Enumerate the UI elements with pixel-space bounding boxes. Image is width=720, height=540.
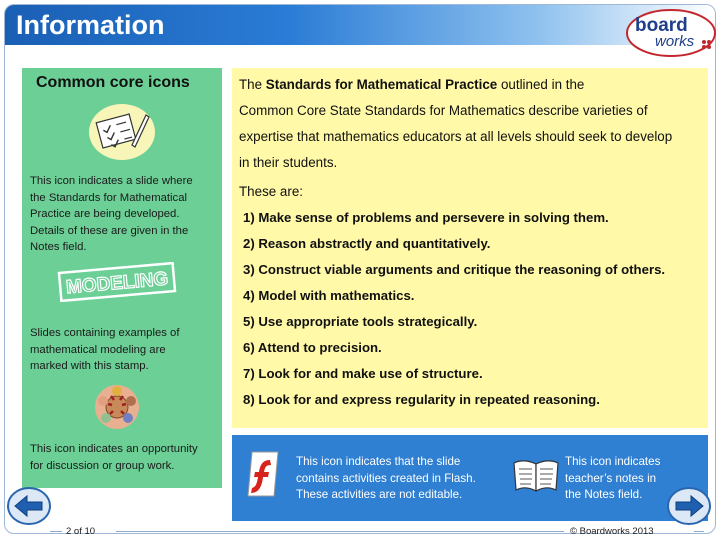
logo-word-bottom: works: [655, 33, 695, 50]
logo-word-top: board: [635, 15, 688, 36]
page-counter: 2 of 10: [66, 526, 96, 537]
practice-icon-description: [30, 173, 215, 256]
practice-item: 3) Construct viable arguments and critique the reasoning of others.: [243, 262, 666, 277]
modeling-stamp-text: MODELING: [65, 268, 170, 299]
flash-line: contains activities created in Flash.: [296, 471, 476, 485]
practice-item: 2) Reason abstractly and quantitatively.: [243, 236, 491, 251]
modeling-line: marked with this stamp.: [30, 360, 149, 372]
standards-intro-line: expertise that mathematics educators at all levels should seek to develop: [239, 129, 673, 144]
practice-item: 8) Look for and express regularity in repeated reasoning.: [243, 392, 600, 407]
practice-item: 1) Make sense of problems and persevere in solving them.: [243, 210, 609, 225]
footer-rule: [116, 531, 564, 532]
modeling-line: mathematical modeling are: [30, 343, 166, 356]
notes-line: the Notes field.: [565, 488, 643, 501]
these-are-label: These are:: [239, 184, 304, 199]
next-slide-button[interactable]: [667, 486, 711, 526]
notes-icon-description: [565, 454, 660, 504]
notes-line: This icon indicates: [565, 455, 661, 468]
flash-line: These activities are not editable.: [296, 488, 463, 501]
intro-suffix: outlined in the: [497, 77, 585, 92]
discussion-description: [30, 441, 215, 474]
page-title: Information: [16, 10, 165, 40]
copyright: © Boardworks 2013: [570, 526, 654, 537]
practice-line: This icon indicates a slide where: [30, 175, 193, 187]
boardworks-logo: [625, 8, 717, 58]
flash-icon: [244, 450, 284, 498]
practice-line: Details of these are given in the: [30, 224, 189, 237]
footer-rule: [50, 531, 62, 532]
practice-checklist-icon: [88, 103, 156, 161]
common-core-heading: Common core icons: [36, 74, 190, 91]
modeling-description: [30, 325, 215, 375]
standards-intro-line: [239, 76, 584, 94]
practice-line: Notes field.: [30, 241, 87, 253]
discussion-line: This icon indicates an opportunity: [30, 443, 198, 455]
notes-line: teacher’s notes in: [565, 471, 657, 485]
flash-line: This icon indicates that the slide: [296, 455, 461, 468]
modeling-line: Slides containing examples of: [30, 327, 180, 339]
intro-prefix: The: [239, 77, 266, 92]
modeling-stamp: [54, 262, 180, 302]
previous-slide-button[interactable]: [7, 486, 51, 526]
practice-item: 7) Look for and make use of structure.: [243, 366, 483, 381]
practice-item: 4) Model with mathematics.: [243, 288, 415, 303]
practice-line: Practice are being developed.: [30, 208, 180, 220]
flash-icon-description: [296, 454, 476, 504]
practice-item: 5) Use appropriate tools strategically.: [243, 314, 478, 329]
practice-line: the Standards for Mathematical: [30, 191, 187, 204]
standards-intro-line: in their students.: [239, 155, 338, 170]
standards-intro-line: Common Core State Standards for Mathematics describe varieties of: [239, 103, 648, 118]
intro-bold: Standards for Mathematical Practice: [265, 77, 498, 92]
discussion-line: for discussion or group work.: [30, 459, 175, 472]
footer-rule: [694, 531, 704, 532]
practice-item: 6) Attend to precision.: [243, 340, 382, 355]
teacher-notes-book-icon: [512, 456, 560, 496]
discussion-group-icon: [94, 384, 140, 430]
